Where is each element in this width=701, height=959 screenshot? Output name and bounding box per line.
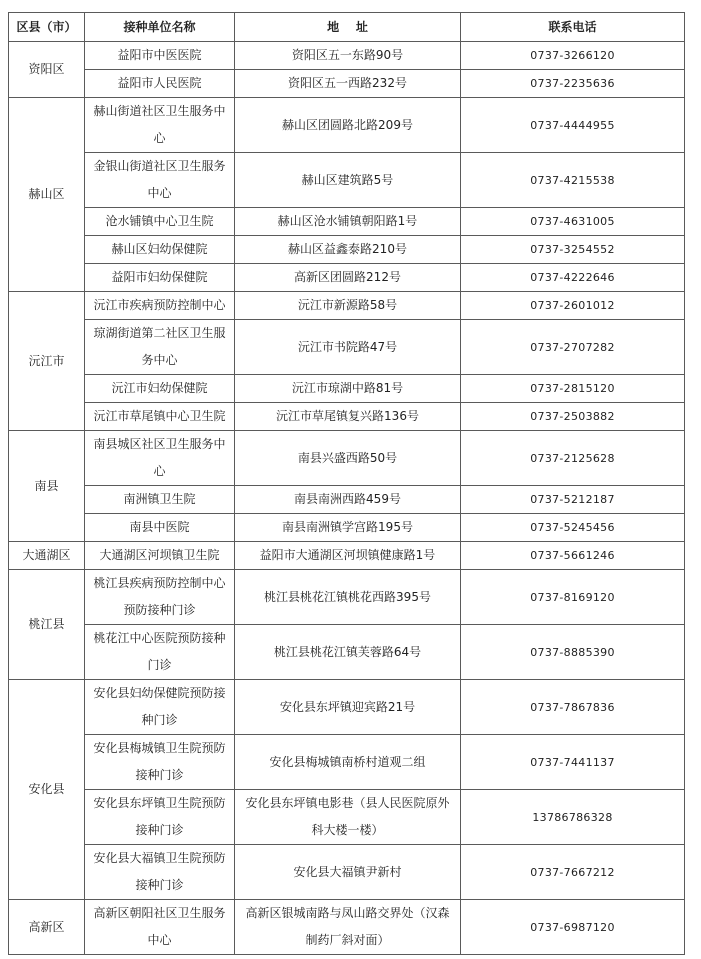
table-row [9,900,685,955]
phone-cell: 0737-8169120 [461,570,685,625]
table-row [9,735,685,790]
unit-name-cell: 金银山街道社区卫生服务中心 [85,153,235,208]
unit-name-cell: 沅江市妇幼保健院 [85,375,235,403]
address-cell: 赫山区益鑫泰路210号 [235,236,461,264]
phone-cell: 0737-3266120 [461,42,685,70]
phone-cell: 0737-8885390 [461,625,685,680]
table-row [9,320,685,375]
unit-name-cell: 益阳市妇幼保健院 [85,264,235,292]
table-row [9,845,685,900]
table-row [9,98,685,153]
table-row [9,42,685,70]
address-cell: 安化县东坪镇电影巷（县人民医院原外科大楼一楼） [235,790,461,845]
address-cell: 赫山区建筑路5号 [235,153,461,208]
district-cell: 桃江县 [9,570,85,680]
phone-cell: 0737-7867836 [461,680,685,735]
unit-name-cell: 安化县梅城镇卫生院预防接种门诊 [85,735,235,790]
unit-name-cell: 沧水铺镇中心卫生院 [85,208,235,236]
district-cell: 资阳区 [9,42,85,98]
phone-cell: 13786786328 [461,790,685,845]
unit-name-cell: 沅江市草尾镇中心卫生院 [85,403,235,431]
phone-cell: 0737-2235636 [461,70,685,98]
unit-name-cell: 安化县东坪镇卫生院预防接种门诊 [85,790,235,845]
phone-cell: 0737-2601012 [461,292,685,320]
unit-name-cell: 南洲镇卫生院 [85,486,235,514]
unit-name-cell: 南县城区社区卫生服务中心 [85,431,235,486]
address-cell: 沅江市新源路58号 [235,292,461,320]
header-row [9,13,685,42]
header-address: 地 址 [235,13,461,42]
address-cell: 赫山区沧水铺镇朝阳路1号 [235,208,461,236]
phone-cell: 0737-2815120 [461,375,685,403]
unit-name-cell: 安化县大福镇卫生院预防接种门诊 [85,845,235,900]
unit-name-cell: 益阳市人民医院 [85,70,235,98]
address-cell: 赫山区团圆路北路209号 [235,98,461,153]
address-cell: 桃江县桃花江镇芙蓉路64号 [235,625,461,680]
header-unit-name: 接种单位名称 [85,13,235,42]
phone-cell: 0737-4631005 [461,208,685,236]
phone-cell: 0737-5245456 [461,514,685,542]
table-body [9,42,685,955]
table-header [9,13,685,42]
header-district: 区县（市） [9,13,85,42]
phone-cell: 0737-7667212 [461,845,685,900]
unit-name-cell: 赫山区妇幼保健院 [85,236,235,264]
phone-cell: 0737-4215538 [461,153,685,208]
table-row [9,292,685,320]
phone-cell: 0737-5661246 [461,542,685,570]
table-row [9,514,685,542]
address-cell: 沅江市琼湖中路81号 [235,375,461,403]
table-row [9,625,685,680]
unit-name-cell: 赫山街道社区卫生服务中心 [85,98,235,153]
unit-name-cell: 高新区朝阳社区卫生服务中心 [85,900,235,955]
address-cell: 安化县梅城镇南桥村道观二组 [235,735,461,790]
unit-name-cell: 桃江县疾病预防控制中心预防接种门诊 [85,570,235,625]
address-cell: 益阳市大通湖区河坝镇健康路1号 [235,542,461,570]
table-row [9,431,685,486]
phone-cell: 0737-6987120 [461,900,685,955]
district-cell: 赫山区 [9,98,85,292]
unit-name-cell: 大通湖区河坝镇卫生院 [85,542,235,570]
unit-name-cell: 沅江市疾病预防控制中心 [85,292,235,320]
table-row [9,486,685,514]
district-cell: 沅江市 [9,292,85,431]
address-cell: 沅江市书院路47号 [235,320,461,375]
address-cell: 安化县东坪镇迎宾路21号 [235,680,461,735]
table-row [9,570,685,625]
address-cell: 高新区银城南路与凤山路交界处（汉森制药厂斜对面） [235,900,461,955]
address-cell: 资阳区五一西路232号 [235,70,461,98]
address-cell: 资阳区五一东路90号 [235,42,461,70]
phone-cell: 0737-2125628 [461,431,685,486]
table-row [9,542,685,570]
address-cell: 桃江县桃花江镇桃花西路395号 [235,570,461,625]
address-cell: 沅江市草尾镇复兴路136号 [235,403,461,431]
table-row [9,403,685,431]
phone-cell: 0737-4222646 [461,264,685,292]
address-cell: 南县兴盛西路50号 [235,431,461,486]
phone-cell: 0737-7441137 [461,735,685,790]
phone-cell: 0737-2707282 [461,320,685,375]
unit-name-cell: 南县中医院 [85,514,235,542]
address-cell: 南县南洲镇学宫路195号 [235,514,461,542]
unit-name-cell: 安化县妇幼保健院预防接种门诊 [85,680,235,735]
header-phone: 联系电话 [461,13,685,42]
table-row [9,208,685,236]
phone-cell: 0737-5212187 [461,486,685,514]
district-cell: 大通湖区 [9,542,85,570]
address-cell: 安化县大福镇尹新村 [235,845,461,900]
phone-cell: 0737-4444955 [461,98,685,153]
table-row [9,236,685,264]
table-row [9,153,685,208]
address-cell: 南县南洲西路459号 [235,486,461,514]
district-cell: 南县 [9,431,85,542]
table-row [9,70,685,98]
unit-name-cell: 琼湖街道第二社区卫生服务中心 [85,320,235,375]
phone-cell: 0737-3254552 [461,236,685,264]
district-cell: 高新区 [9,900,85,955]
table-row [9,790,685,845]
phone-cell: 0737-2503882 [461,403,685,431]
unit-name-cell: 桃花江中心医院预防接种门诊 [85,625,235,680]
table-row [9,375,685,403]
table-row [9,264,685,292]
vaccination-sites-table [8,12,685,955]
unit-name-cell: 益阳市中医医院 [85,42,235,70]
address-cell: 高新区团圆路212号 [235,264,461,292]
table-row [9,680,685,735]
district-cell: 安化县 [9,680,85,900]
